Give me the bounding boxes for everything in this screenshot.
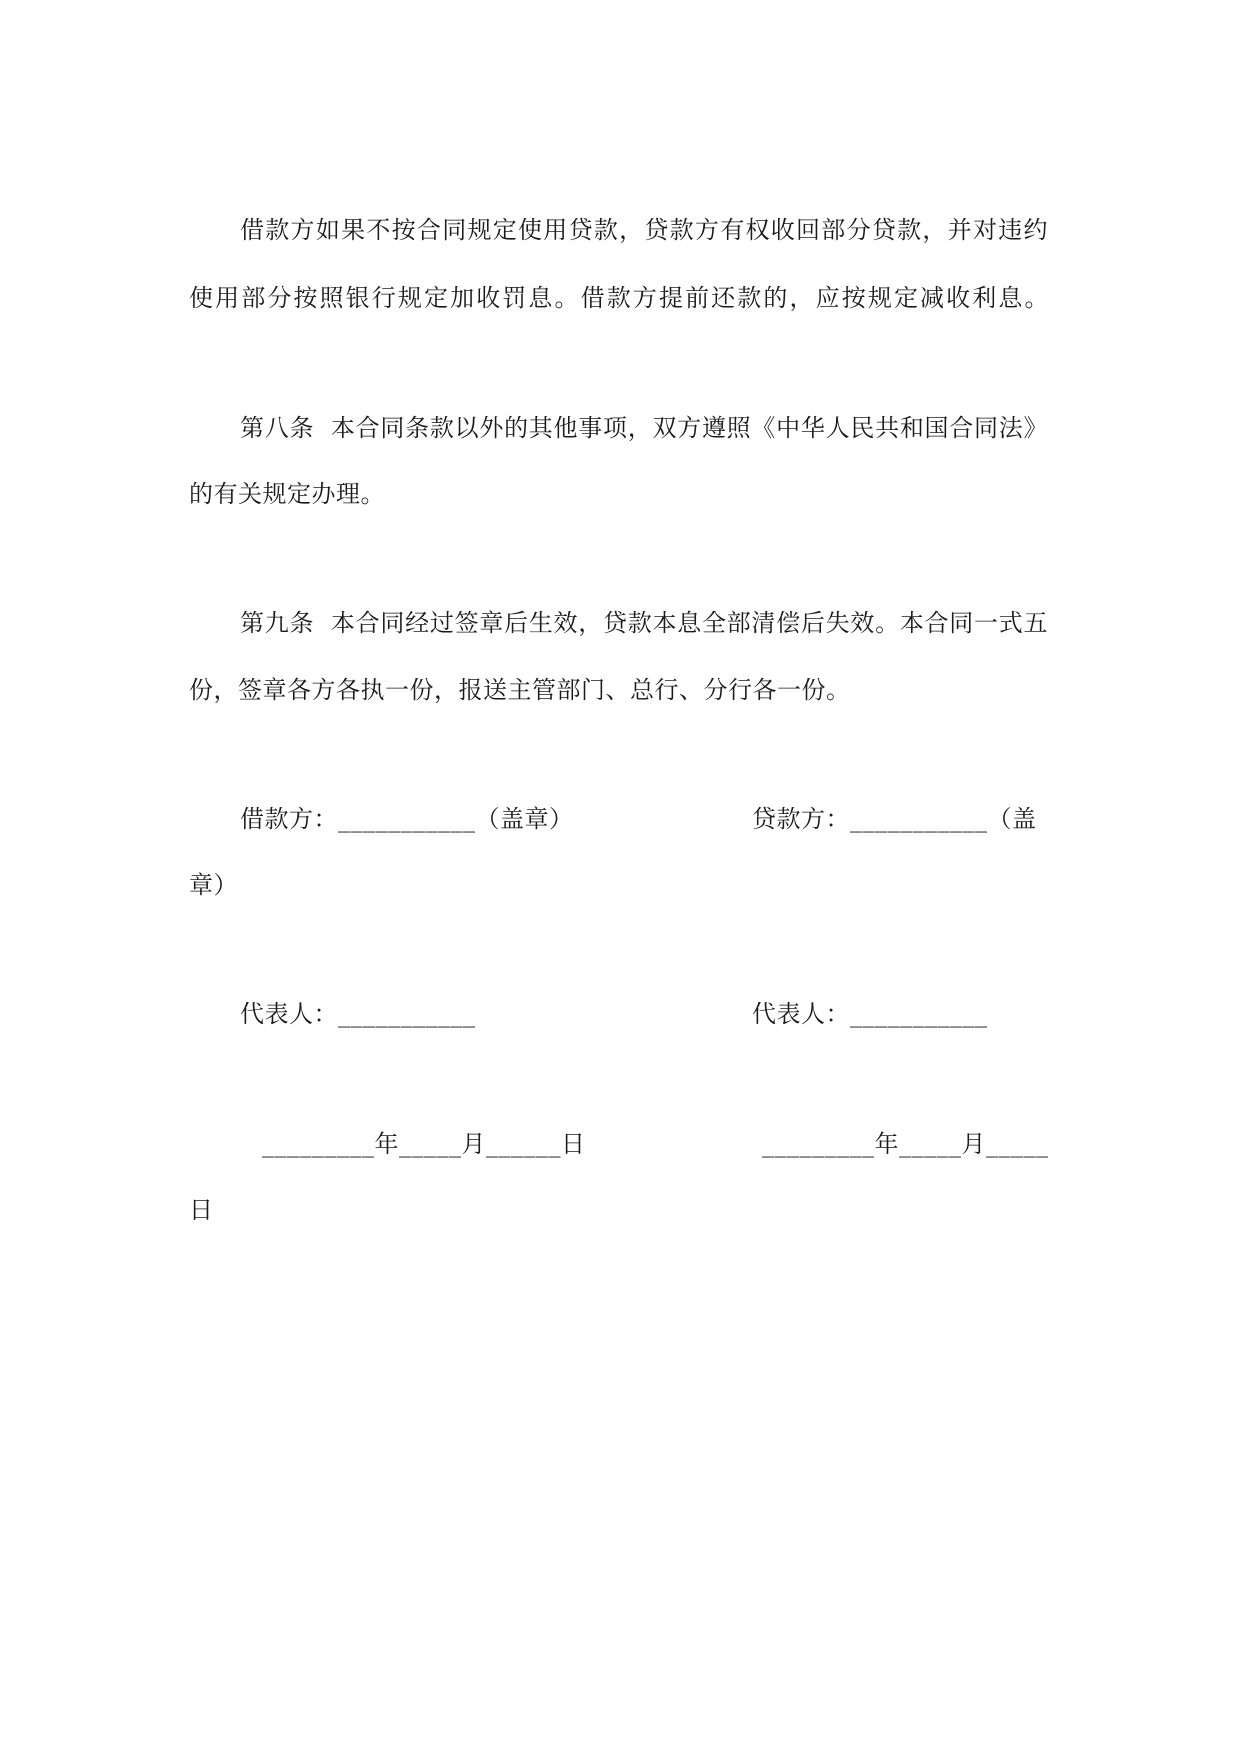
lender-representative: 代表人：___________ [752,1000,988,1028]
article-9-line: 第九条 本合同经过签章后生效，贷款本息全部清偿后失效。本合同一式五 [240,609,1048,637]
borrower-date: _________年_____月______日 [262,1130,586,1158]
borrower-signature: 借款方：___________（盖章） [240,805,574,833]
lender-date: _________年_____月_____ [762,1130,1049,1158]
article-9-line: 份，签章各方各执一份，报送主管部门、总行、分行各一份。 [189,676,851,704]
paragraph-line: 使用部分按照银行规定加收罚息。借款方提前还款的，应按规定减收利息。 [189,284,1049,312]
lender-date-cont: 日 [189,1196,214,1224]
lender-signature: 贷款方：___________（盖 [752,805,1037,833]
article-8-line: 的有关规定办理。 [189,480,385,508]
borrower-representative: 代表人：___________ [240,1000,476,1028]
lender-signature-cont: 章） [189,871,238,899]
article-8-line: 第八条 本合同条款以外的其他事项，双方遵照《中华人民共和国合同法》 [240,414,1048,442]
paragraph-line: 借款方如果不按合同规定使用贷款，贷款方有权收回部分贷款，并对违约 [240,216,1048,244]
